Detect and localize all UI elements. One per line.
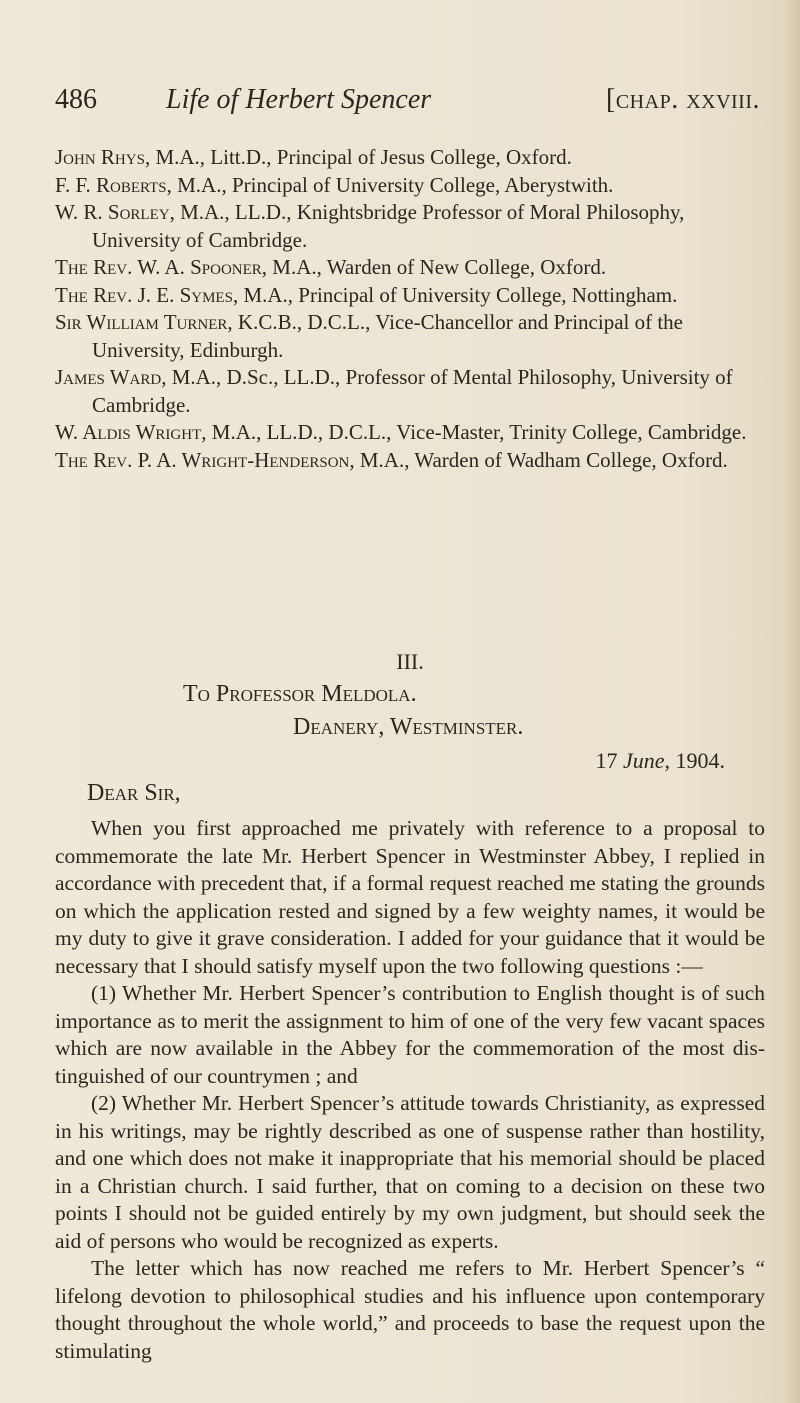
signatory-name: W. Aldis Wright [55, 420, 202, 444]
letter-recipient: To Professor Meldola. [183, 681, 417, 707]
date-month: June [622, 748, 665, 773]
page-number: 486 [55, 84, 97, 115]
signatory-desc: , M.A., Principal of University College, Aberystwith. [166, 172, 614, 197]
signatory-name: The Rev. J. E. Symes [55, 282, 233, 307]
signatory-name: The Rev. W. A. Spooner [55, 255, 262, 279]
signatory-name: The Rev. P. A. Wright-Henderson [55, 447, 350, 472]
signatory-name: Sir William Turner [55, 310, 228, 334]
date-day: 17 [595, 748, 623, 773]
signatory-name: W. R. Sorley [55, 200, 170, 224]
running-title: Life of Herbert Spencer [166, 84, 432, 115]
signatory-desc: , M.A., Warden of New College, Oxford. [261, 255, 607, 279]
date-year: , 1904. [664, 748, 725, 773]
signatory-desc: , M.A., LL.D., Knightsbridge Professor of Moral Philosophy, University of Cambridge. [92, 200, 685, 252]
salutation: Dear Sir, [87, 780, 181, 806]
signatory-entry [55, 282, 765, 310]
signatory-list [55, 144, 765, 474]
running-header [55, 80, 760, 120]
signatory-entry [55, 419, 765, 447]
letter-paragraph: The letter which has now reached me refers to Mr. Herbert Spencer’s “ lifelong devotion to philosophical studies and his influence upon contemporary thought throughout the whole world,” and proceeds to base the request upon the stimulating [55, 1256, 765, 1363]
page-edge-shadow [782, 0, 800, 1403]
letter-paragraph: (1) Whether Mr. Herbert Spencer’s contribution to English thought is of such importance as to merit the assignment to him of one of the very few vacant spaces which are now available in the Abbey for the commemoration of the most distinguished of our countrymen ; and [55, 981, 765, 1088]
signatory-entry [55, 144, 765, 172]
signatory-entry [55, 172, 765, 200]
letter-date [55, 744, 765, 777]
signatory-entry [55, 254, 765, 282]
signatory-desc: , M.A., Litt.D., Principal of Jesus College, Oxford. [144, 145, 572, 169]
letter-heading [55, 645, 765, 810]
letter-place: Deanery, Westminster. [293, 714, 524, 740]
signatory-entry [55, 447, 765, 475]
signatory-desc: , K.C.B., D.C.L., Vice-Chancellor and Principal of the University, Edinburgh. [92, 310, 683, 362]
letter-paragraph: (2) Whether Mr. Herbert Spencer’s attitude towards Christianity, as expressed in his writings, may be rightly described as one of suspense rather than hostility, and one which does not make it inappropriate that his memorial should be placed in a Christian church. I said further, that on coming to a decision on these two points I should not be guided entirely by my own judgment, but should seek the aid of persons who would be recognized as experts. [55, 1091, 765, 1253]
signatory-desc: , M.A., Warden of Wadham College, Oxford. [349, 447, 728, 472]
signatory-desc: , M.A., Principal of University College, Nottingham. [232, 282, 678, 307]
signatory-entry [55, 309, 765, 364]
section-number: III. [396, 649, 424, 674]
letter-paragraph: When you first approached me privately with reference to a proposal to commemorate the late Mr. Herbert Spencer in Westminster Abbey, I replied in accordance with precedent that, if a formal request reached me stating the grounds on which the application rested and signed by a few weighty names, it would be my duty to give it grave consideration. I added for your guidance that it would be necessary that I should satisfy myself upon the two following questions :— [55, 816, 765, 978]
letter-body [55, 815, 765, 1365]
chapter-label: [chap. xxviii. [606, 84, 760, 115]
signatory-entry [55, 364, 765, 419]
signatory-desc: , M.A., D.Sc., LL.D., Professor of Mental Philosophy, University of Cambridge. [92, 365, 733, 417]
signatory-name: John Rhys [55, 145, 145, 169]
signatory-name: F. F. Roberts [55, 172, 167, 197]
signatory-entry [55, 199, 765, 254]
signatory-name: James Ward [55, 365, 162, 389]
signatory-desc: , M.A., LL.D., D.C.L., Vice-Master, Trinity College, Cambridge. [201, 420, 747, 444]
